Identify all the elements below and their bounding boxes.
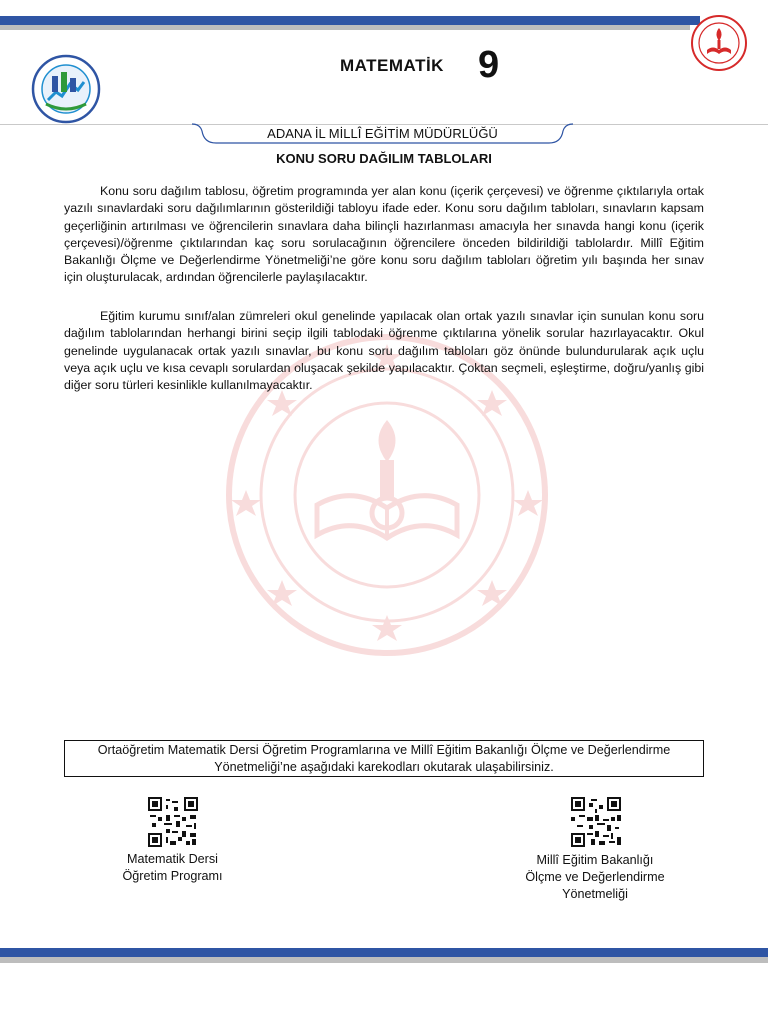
intro-paragraph: Konu soru dağılım tablosu, öğretim programında yer alan konu (içerik çerçevesi) ve öğrenme çıktılarıyla ortak yazılı sınavlardaki soru dağılımlarının gösterildiği tabloyu ifade eder. Konu soru dağılım tabloları, sınavların kapsam geçerliğinin artırılması ve öğrencilerin sınavlara daha bilinçli hazırlanması amacıyla her sınavda hangi konu (içerik çerçevesi)/öğrenme çıktılarından kaç soru sorulacağının öğrencilere önceden bildirildiği tablolardır. Millî Eğitim Bakanlığı Ölçme ve Değerlendirme Yönetmeliği’ne göre konu soru dağılım tabloları öğretim yılı başında her sınav için oluşturulacak, ardından öğrencilerle paylaşılacaktır. [64, 184, 704, 285]
qr-label-program-line-1: Matematik Dersi [127, 852, 218, 866]
info-box-line-2: Yönetmeliği’ne aşağıdaki karekodları okutarak ulaşabilirsiniz. [214, 759, 554, 774]
top-bar-blue [0, 16, 700, 25]
document-title: KONU SORU DAĞILIM TABLOLARI [276, 151, 492, 166]
top-bar-gray [0, 25, 690, 30]
qr-label-regulation [500, 852, 690, 903]
info-box-line-1: Ortaöğretim Matematik Dersi Öğretim Programlarına ve Millî Eğitim Bakanlığı Ölçme ve Değerlendirme [97, 743, 671, 757]
info-box [64, 740, 704, 777]
directorate-label: ADANA İL MİLLÎ EĞİTİM MÜDÜRLÜĞÜ [267, 126, 498, 141]
odm-logo-icon [30, 54, 102, 124]
qr-label-program [90, 851, 255, 885]
bottom-bar-blue [0, 948, 768, 957]
subject-title: MATEMATİK [340, 56, 444, 75]
qr-code-regulation-icon[interactable] [571, 797, 621, 847]
bottom-bar-gray [0, 957, 768, 963]
grade-number: 9 [478, 44, 500, 86]
qr-code-program-icon[interactable] [148, 797, 198, 847]
qr-label-regulation-line-2: Ölçme ve Değerlendirme [525, 870, 665, 884]
qr-label-program-line-2: Öğretim Programı [122, 869, 223, 883]
qr-label-regulation-line-1: Millî Eğitim Bakanlığı [536, 853, 654, 867]
exam-rules-paragraph: Eğitim kurumu sınıf/alan zümreleri okul genelinde yapılacak olan ortak yazılı sınavlar için sunulan konu soru dağılım tablolarından herhangi birini seçip ilgili tablodaki öğrenme çıktılarına yönelik sorular hazırlayacaktır. Okul genelinde uygulanacak ortak yazılı sınavlar, bu konu soru dağılım tabloları göz önünde bulundurularak açık uçlu veya açık uçlu ve kısa cevaplı sorulardan oluşacak şekilde yapılacaktır. Çoktan seçmeli, eşleştirme, doğru/yanlış gibi diğer soru türleri kesinlikle kullanılmayacaktır. [64, 309, 704, 393]
qr-label-regulation-line-3: Yönetmeliği [562, 887, 628, 901]
meb-seal-icon [688, 14, 750, 72]
